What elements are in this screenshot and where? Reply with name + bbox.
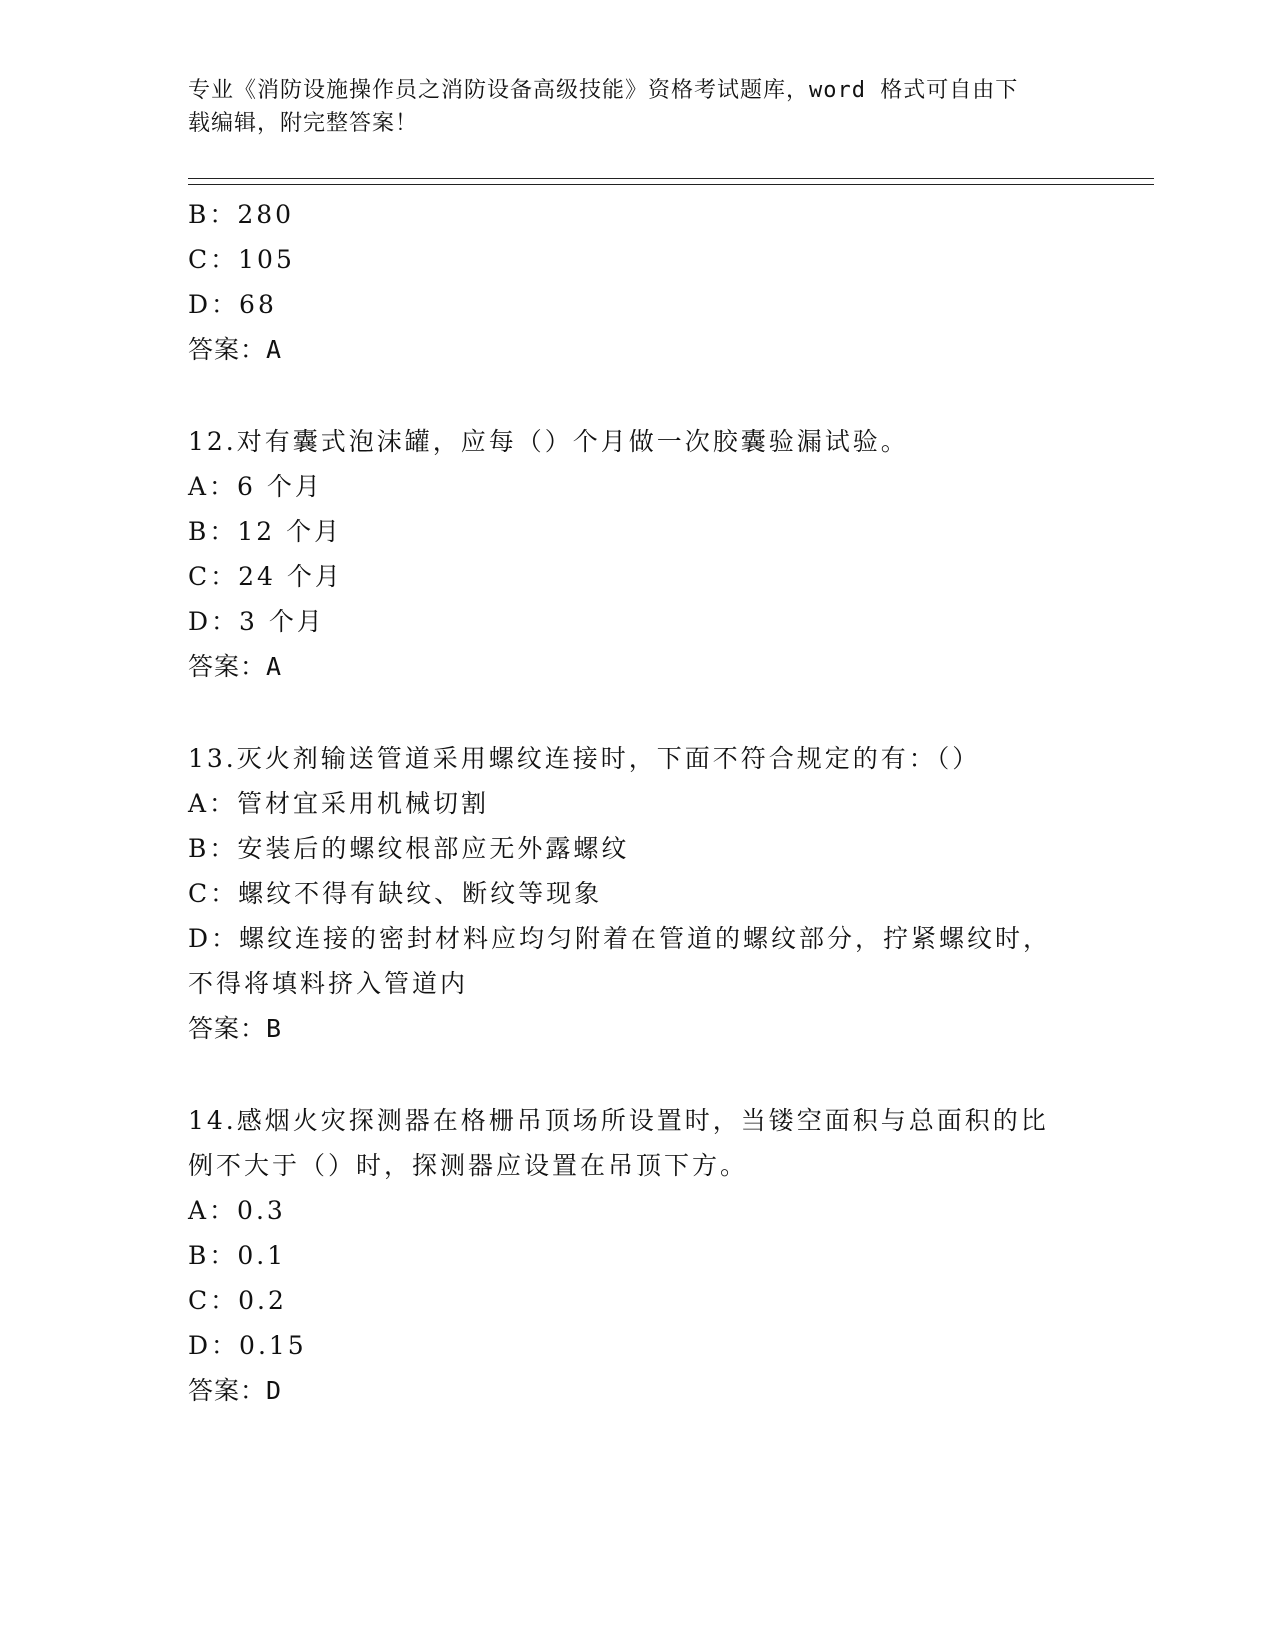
- question-13: [188, 736, 1088, 1052]
- option-b: B：12 个月: [188, 517, 343, 546]
- answer: 答案：A: [188, 652, 283, 681]
- question-list: [188, 192, 1088, 1414]
- option-b: B：安装后的螺纹根部应无外露螺纹: [188, 834, 630, 863]
- option-d-continued: 不得将填料挤入管道内: [188, 969, 469, 998]
- question-14: [188, 1098, 1088, 1414]
- answer: 答案：D: [188, 1376, 283, 1405]
- option-d: D：3 个月: [188, 607, 325, 636]
- option-a: A：6 个月: [188, 472, 323, 501]
- answer: 答案：B: [188, 1014, 283, 1043]
- option-c: C：螺纹不得有缺纹、断纹等现象: [188, 879, 603, 908]
- question-stem: 13.灭火剂输送管道采用螺纹连接时，下面不符合规定的有：（）: [188, 744, 981, 773]
- option-a: A：0.3: [188, 1196, 286, 1225]
- option-c: C：105: [188, 245, 295, 274]
- option-b: B：280: [188, 200, 295, 229]
- header-divider: [188, 178, 1154, 185]
- question-12: [188, 419, 1088, 690]
- spacer: [188, 373, 1088, 419]
- answer: 答案：A: [188, 335, 283, 364]
- question-stem: 14.感烟火灾探测器在格栅吊顶场所设置时，当镂空面积与总面积的比: [188, 1106, 1049, 1135]
- question-stem-continued: 例不大于（）时，探测器应设置在吊顶下方。: [188, 1151, 749, 1180]
- option-d: D：螺纹连接的密封材料应均匀附着在管道的螺纹部分，拧紧螺纹时，: [188, 924, 1052, 953]
- spacer: [188, 690, 1088, 736]
- option-c: C：0.2: [188, 1286, 287, 1315]
- document-header: [188, 74, 1088, 140]
- option-b: B：0.1: [188, 1241, 287, 1270]
- option-d: D：68: [188, 290, 277, 319]
- header-line-2: 载编辑，附完整答案！: [188, 111, 419, 136]
- header-line-1: 专业《消防设施操作员之消防设备高级技能》资格考试题库，word 格式可自由下: [188, 78, 1019, 103]
- question-stem: 12.对有囊式泡沫罐，应每（）个月做一次胶囊验漏试验。: [188, 427, 909, 456]
- spacer: [188, 1052, 1088, 1098]
- option-a: A：管材宜采用机械切割: [188, 789, 490, 818]
- question-11: [188, 192, 1088, 373]
- option-d: D：0.15: [188, 1331, 307, 1360]
- option-c: C：24 个月: [188, 562, 343, 591]
